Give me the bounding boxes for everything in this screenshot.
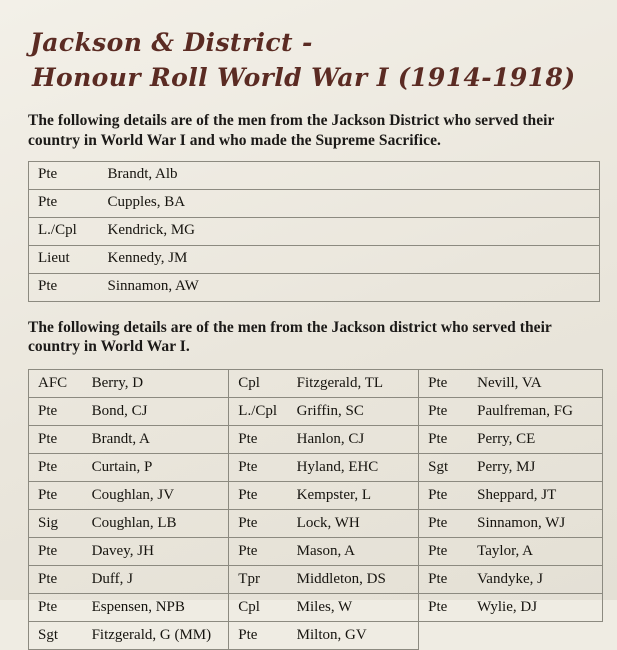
fallen-table [28, 161, 600, 302]
name-cell: Cupples, BA [96, 189, 600, 217]
name-cell: Kendrick, MG [96, 217, 600, 245]
name-cell: Espensen, NPB [80, 594, 229, 622]
table-row [29, 217, 600, 245]
served-table [28, 369, 603, 650]
name-cell: Sheppard, JT [465, 482, 602, 510]
name-cell: Brandt, A [80, 426, 229, 454]
rank-cell: Lieut [29, 245, 96, 273]
table-row [29, 566, 603, 594]
name-cell: Milton, GV [285, 622, 419, 650]
name-cell: Perry, CE [465, 426, 602, 454]
name-cell: Coughlan, LB [80, 510, 229, 538]
name-cell: Miles, W [285, 594, 419, 622]
table-row [29, 273, 600, 301]
title-line-2: Honour Roll World War I (1914-1918) [32, 62, 576, 92]
name-cell: Wylie, DJ [465, 594, 602, 622]
intro-paragraph-served: The following details are of the men from the Jackson district who served their country in World War I. [28, 318, 552, 356]
page-title [30, 26, 599, 95]
table-row [29, 622, 603, 650]
name-cell: Duff, J [80, 566, 229, 594]
rank-cell: Pte [419, 398, 465, 426]
rank-cell: Sig [29, 510, 80, 538]
empty-cell [465, 622, 602, 650]
table-row [29, 482, 603, 510]
table-row [29, 370, 603, 398]
rank-cell: Pte [29, 538, 80, 566]
name-cell: Coughlan, JV [80, 482, 229, 510]
name-cell: Fitzgerald, G (MM) [80, 622, 229, 650]
rank-cell: Pte [229, 454, 285, 482]
rank-cell: Pte [29, 398, 80, 426]
rank-cell: Sgt [419, 454, 465, 482]
rank-cell: Pte [29, 566, 80, 594]
rank-cell: Pte [229, 426, 285, 454]
rank-cell: Pte [29, 482, 80, 510]
rank-cell: Pte [229, 538, 285, 566]
name-cell: Middleton, DS [285, 566, 419, 594]
name-cell: Brandt, Alb [96, 161, 600, 189]
name-cell: Nevill, VA [465, 370, 602, 398]
name-cell: Hyland, EHC [285, 454, 419, 482]
served-table-body [29, 370, 603, 650]
rank-cell: Pte [29, 454, 80, 482]
rank-cell: Tpr [229, 566, 285, 594]
name-cell: Davey, JH [80, 538, 229, 566]
rank-cell: L./Cpl [29, 217, 96, 245]
rank-cell: Cpl [229, 594, 285, 622]
rank-cell: Pte [29, 189, 96, 217]
name-cell: Curtain, P [80, 454, 229, 482]
name-cell: Hanlon, CJ [285, 426, 419, 454]
rank-cell: Pte [229, 622, 285, 650]
rank-cell: Pte [419, 510, 465, 538]
intro-paragraph-fallen: The following details are of the men from the Jackson District who served their country in World War I and who made the Supreme Sacrifice. [28, 112, 555, 149]
name-cell: Bond, CJ [80, 398, 229, 426]
rank-cell: Pte [419, 538, 465, 566]
table-row [29, 594, 603, 622]
name-cell: Sinnamon, AW [96, 273, 600, 301]
rank-cell: Pte [419, 566, 465, 594]
table-row [29, 245, 600, 273]
empty-cell [419, 622, 465, 650]
table-row [29, 426, 603, 454]
rank-cell: Pte [29, 594, 80, 622]
rank-cell: Pte [419, 482, 465, 510]
rank-cell: Pte [29, 161, 96, 189]
table-row [29, 510, 603, 538]
rank-cell: Pte [229, 482, 285, 510]
name-cell: Kempster, L [285, 482, 419, 510]
rank-cell: AFC [29, 370, 80, 398]
name-cell: Vandyke, J [465, 566, 602, 594]
rank-cell: Pte [419, 594, 465, 622]
name-cell: Griffin, SC [285, 398, 419, 426]
name-cell: Fitzgerald, TL [285, 370, 419, 398]
title-line-1: Jackson & District - [30, 28, 313, 57]
table-row [29, 189, 600, 217]
rank-cell: Cpl [229, 370, 285, 398]
fallen-table-body [29, 161, 600, 301]
name-cell: Sinnamon, WJ [465, 510, 602, 538]
rank-cell: Sgt [29, 622, 80, 650]
table-row [29, 398, 603, 426]
name-cell: Berry, D [80, 370, 229, 398]
name-cell: Lock, WH [285, 510, 419, 538]
name-cell: Mason, A [285, 538, 419, 566]
table-row [29, 454, 603, 482]
rank-cell: Pte [229, 510, 285, 538]
name-cell: Paulfreman, FG [465, 398, 602, 426]
name-cell: Kennedy, JM [96, 245, 600, 273]
rank-cell: Pte [419, 370, 465, 398]
table-row [29, 161, 600, 189]
rank-cell: Pte [29, 273, 96, 301]
table-row [29, 538, 603, 566]
rank-cell: Pte [419, 426, 465, 454]
rank-cell: Pte [29, 426, 80, 454]
rank-cell: L./Cpl [229, 398, 285, 426]
name-cell: Perry, MJ [465, 454, 602, 482]
name-cell: Taylor, A [465, 538, 602, 566]
